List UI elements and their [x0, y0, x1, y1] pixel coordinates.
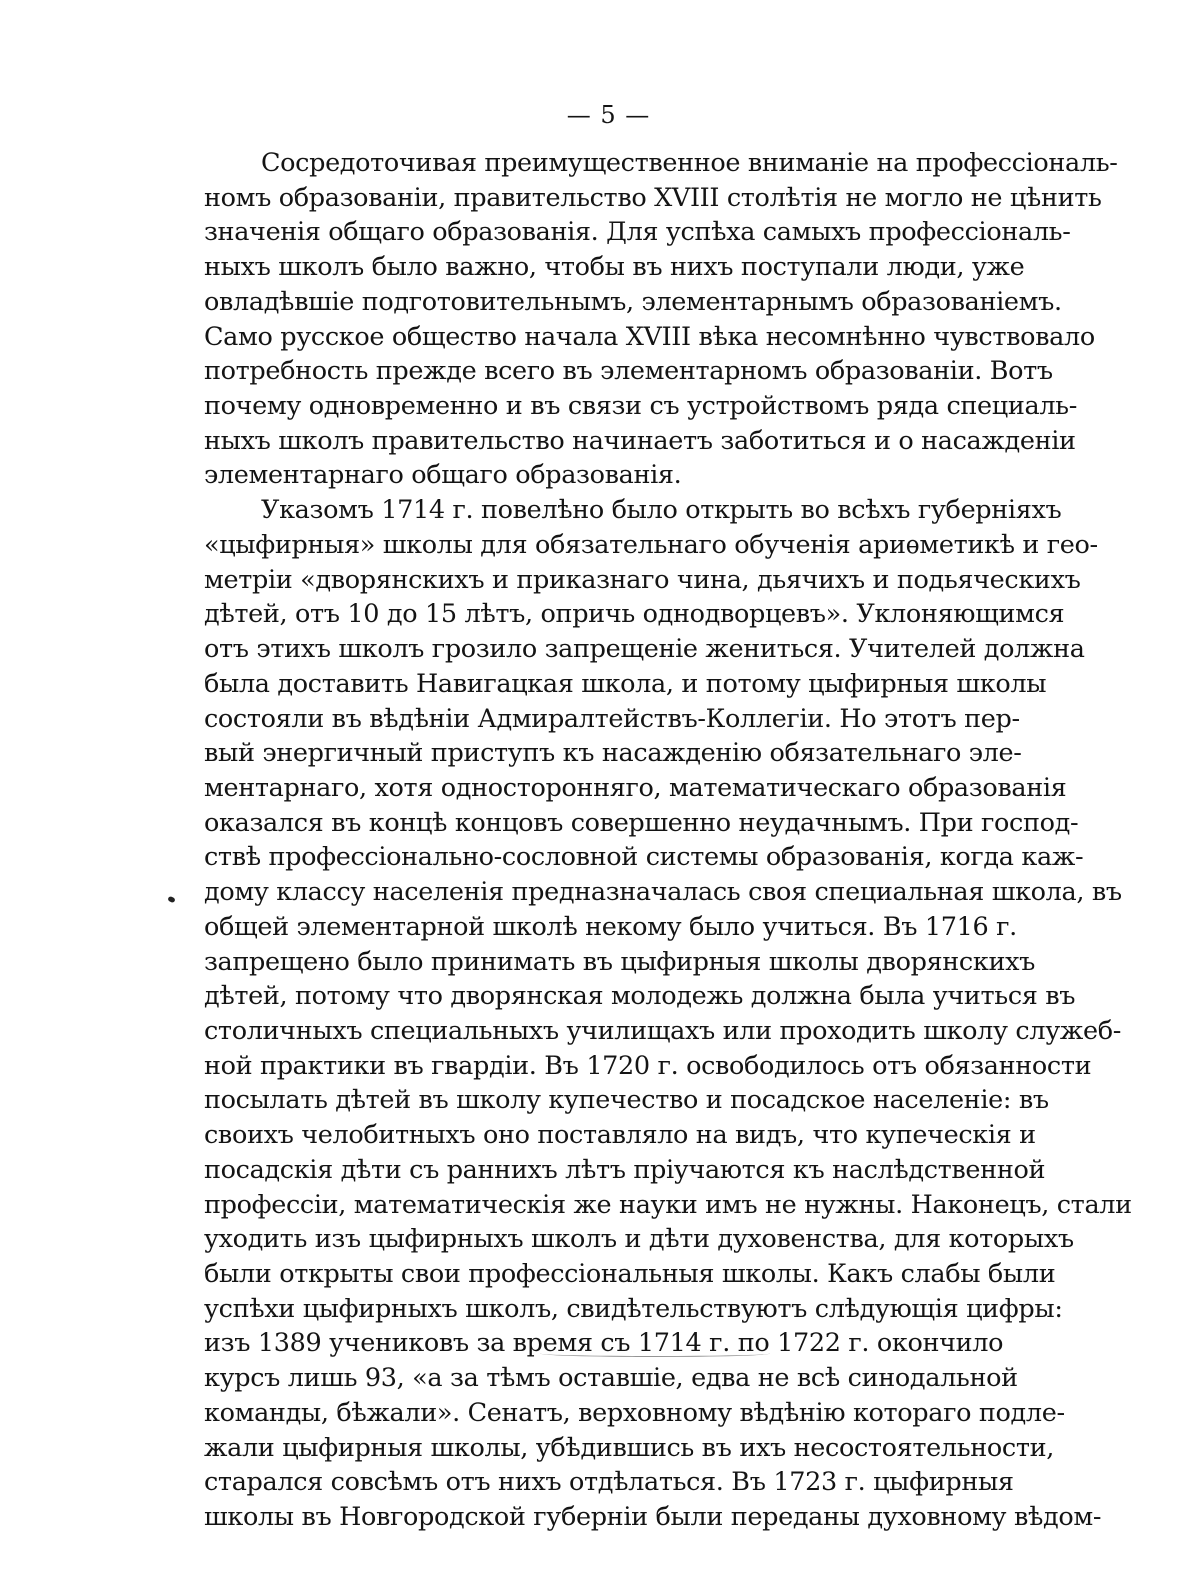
page-number: — 5 —: [566, 101, 651, 129]
text-line: почему одновременно и въ связи съ устройствомъ ряда специаль-: [204, 391, 1077, 422]
text-line: запрещено было принимать въ цыфирныя школы дворянскихъ: [204, 946, 1035, 977]
text-line: вый энергичный приступъ къ насажденію обязательнаго эле-: [204, 738, 1022, 769]
text-line: «цыфирныя» школы для обязательнаго обученія ариѳметикѣ и гео-: [204, 529, 1098, 560]
text-line: ствѣ профессіонально-сословной системы образованія, когда каж-: [204, 842, 1084, 873]
paragraph-1: [204, 146, 1118, 493]
text-line: номъ образованіи, правительство XVIII столѣтія не могло не цѣнить: [204, 182, 1102, 213]
text-line: профессіи, математическія же науки имъ не нужны. Наконецъ, стали: [204, 1189, 1132, 1220]
text-line: жали цыфирныя школы, убѣдившись въ ихъ несостоятельности,: [204, 1432, 1054, 1463]
text-line: ныхъ школъ правительство начинаетъ заботиться и о насажденіи: [204, 425, 1076, 456]
text-line: дѣтей, потому что дворянская молодежь должна была учиться въ: [204, 981, 1076, 1012]
text-line: значенія общаго образованія. Для успѣха самыхъ профессіональ-: [204, 217, 1071, 248]
text-block: [204, 146, 1132, 1535]
text-line: команды, бѣжали». Сенатъ, верховному вѣдѣнію котораго подле-: [204, 1397, 1065, 1428]
text-line: элементарнаго общаго образованія.: [204, 460, 682, 491]
pencil-underline-mark: [540, 1350, 770, 1357]
paragraph-2: [204, 493, 1132, 1535]
text-line: посылать дѣтей въ школу купечество и посадское населеніе: въ: [204, 1085, 1049, 1116]
text-line: старался совсѣмъ отъ нихъ отдѣлаться. Въ 1723 г. цыфирныя: [204, 1467, 1014, 1498]
text-line: состояли въ вѣдѣніи Адмиралтействъ-Коллегіи. Но этотъ пер-: [204, 703, 1020, 734]
text-line: Сосредоточивая преимущественное вниманіе на профессіональ-: [261, 148, 1118, 178]
text-line: дому классу населенія предназначалась своя специальная школа, въ: [204, 877, 1122, 908]
text-line: дѣтей, отъ 10 до 15 лѣтъ, опричь однодворцевъ». Уклоняющимся: [204, 599, 1065, 630]
text-line: отъ этихъ школъ грозило запрещеніе жениться. Учителей должна: [204, 634, 1085, 665]
text-line: курсъ лишь 93, «а за тѣмъ оставшіе, едва не всѣ синодальной: [204, 1363, 1018, 1394]
text-line: была доставить Навигацкая школа, и потому цыфирныя школы: [204, 668, 1047, 699]
text-line: ментарнаго, хотя односторонняго, математическаго образованія: [204, 772, 1067, 803]
text-line: Само русское общество начала XVIII вѣка несомнѣнно чувствовало: [204, 321, 1095, 352]
margin-ink-mark: [167, 896, 175, 903]
text-line: метріи «дворянскихъ и приказнаго чина, дьячихъ и подьяческихъ: [204, 564, 1081, 595]
text-line: уходить изъ цыфирныхъ школъ и дѣти духовенства, для которыхъ: [204, 1224, 1074, 1255]
text-line: ной практики въ гвардіи. Въ 1720 г. освободилось отъ обязанности: [204, 1050, 1092, 1081]
text-line: ныхъ школъ было важно, чтобы въ нихъ поступали люди, уже: [204, 252, 1025, 283]
text-line: оказался въ концѣ концовъ совершенно неудачнымъ. При господ-: [204, 807, 1079, 838]
text-line: овладѣвшіе подготовительнымъ, элементарнымъ образованіемъ.: [204, 286, 1062, 317]
text-line: школы въ Новгородской губерніи были переданы духовному вѣдом-: [204, 1502, 1102, 1533]
text-line: Указомъ 1714 г. повелѣно было открыть во всѣхъ губерніяхъ: [261, 495, 1062, 526]
text-line: общей элементарной школѣ некому было учиться. Въ 1716 г.: [204, 911, 1017, 942]
text-line: посадскія дѣти съ раннихъ лѣтъ пріучаются къ наслѣдственной: [204, 1154, 1046, 1185]
text-line: успѣхи цыфирныхъ школъ, свидѣтельствуютъ слѣдующія цифры:: [204, 1293, 1063, 1324]
text-line: потребность прежде всего въ элементарномъ образованіи. Вотъ: [204, 356, 1053, 387]
text-line: столичныхъ специальныхъ училищахъ или проходить школу служеб-: [204, 1015, 1121, 1046]
text-line: изъ 1389 учениковъ за время съ 1714 г. по 1722 г. окончило: [204, 1328, 1004, 1359]
text-line: своихъ челобитныхъ оно поставляло на видъ, что купеческія и: [204, 1120, 1036, 1151]
text-line: были открыты свои профессіональныя школы. Какъ слабы были: [204, 1259, 1056, 1289]
